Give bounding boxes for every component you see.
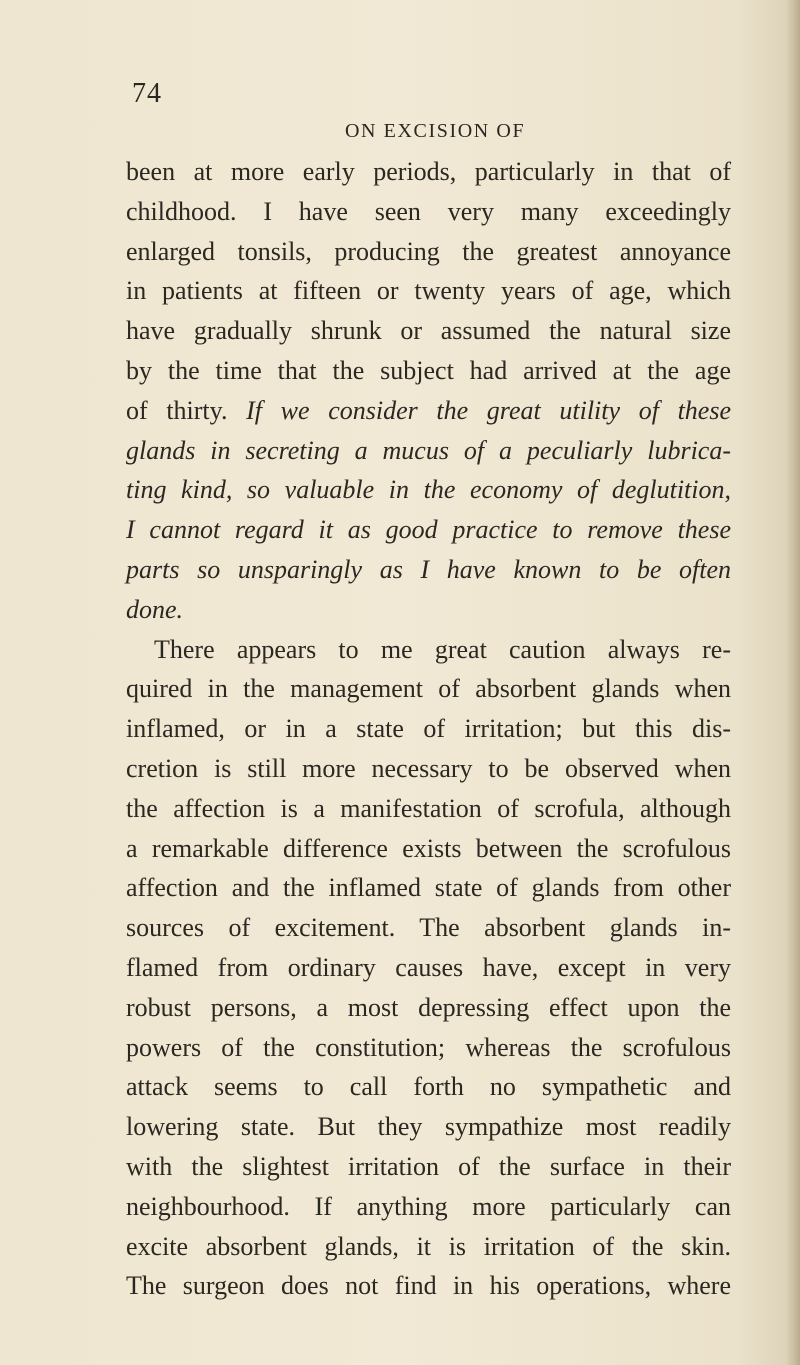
text-line [126,630,731,670]
text-line [126,988,731,1028]
text-line-content: have gradually shrunk or assumed the natural size [126,316,731,346]
text-line-content: ting kind, so valuable in the economy of deglutition, [126,475,731,505]
text-line-content: a remarkable difference exists between the scrofulous [126,833,731,863]
text-line [126,391,731,431]
text-line [126,152,731,192]
text-line-content: the affection is a manifestation of scrofula, although [126,793,731,823]
text-line [126,1067,731,1107]
text-line [126,908,731,948]
text-line-content: There appears to me great caution always re- [154,634,731,664]
text-line [126,709,731,749]
text-line [126,510,731,550]
text-line [126,351,731,391]
text-line-content: childhood. I have seen very many exceedingly [126,196,731,226]
text-line-content: inflamed, or in a state of irritation; but this dis- [126,714,731,744]
text-line [126,1187,731,1227]
text-line [126,948,731,988]
text-line-content: lowering state. But they sympathize most readily [126,1112,731,1142]
text-line-content: glands in secreting a mucus of a peculiarly lubrica- [126,435,731,465]
text-line-content: I cannot regard it as good practice to remove these [126,515,731,545]
text-line-content: been at more early periods, particularly in that of [126,157,731,186]
text-line [126,431,731,471]
text-line [126,829,731,869]
text-line [126,192,731,232]
text-line-italic-tail: If we consider the great utility of these [246,395,731,425]
text-line-content: of thirty. [126,395,228,425]
text-line-content: affection and the inflamed state of glands from other [126,873,731,903]
text-line [126,271,731,311]
text-line [126,470,731,510]
text-line [126,669,731,709]
text-line [126,749,731,789]
text-line-content: The surgeon does not find in his operations, where [126,1271,731,1301]
text-line-content: parts so unsparingly as I have known to be often [126,554,731,584]
text-line [126,590,731,630]
body-text [126,152,731,1306]
text-line-content: attack seems to call forth no sympathetic and [126,1072,731,1102]
text-line-content: in patients at fifteen or twenty years of age, which [126,276,731,306]
text-line-content: done. [126,594,184,624]
text-line [126,232,731,272]
text-line-content: excite absorbent glands, it is irritation of the skin. [126,1231,731,1261]
running-head: ON EXCISION OF [345,120,526,142]
page-number: 74 [132,78,162,109]
page-edge-shadow [786,0,800,1365]
text-line-content: powers of the constitution; whereas the scrofulous [126,1032,731,1062]
text-line-content: neighbourhood. If anything more particularly can [126,1191,731,1221]
text-line-content: enlarged tonsils, producing the greatest annoyance [126,236,731,266]
text-line-content: sources of excitement. The absorbent glands in- [126,913,731,943]
text-line [126,868,731,908]
text-line [126,311,731,351]
text-line-content: robust persons, a most depressing effect upon the [126,992,731,1022]
text-line [126,1028,731,1068]
text-line [126,550,731,590]
text-line-content: by the time that the subject had arrived at the age [126,355,731,385]
text-line [126,789,731,829]
text-line [126,1266,731,1306]
text-line-content: cretion is still more necessary to be observed when [126,753,731,783]
text-line [126,1107,731,1147]
text-line [126,1227,731,1267]
text-line-content: quired in the management of absorbent glands when [126,674,731,704]
text-line [126,1147,731,1187]
text-line-content: flamed from ordinary causes have, except in very [126,952,731,982]
text-line-content: with the slightest irritation of the surface in their [126,1151,731,1181]
